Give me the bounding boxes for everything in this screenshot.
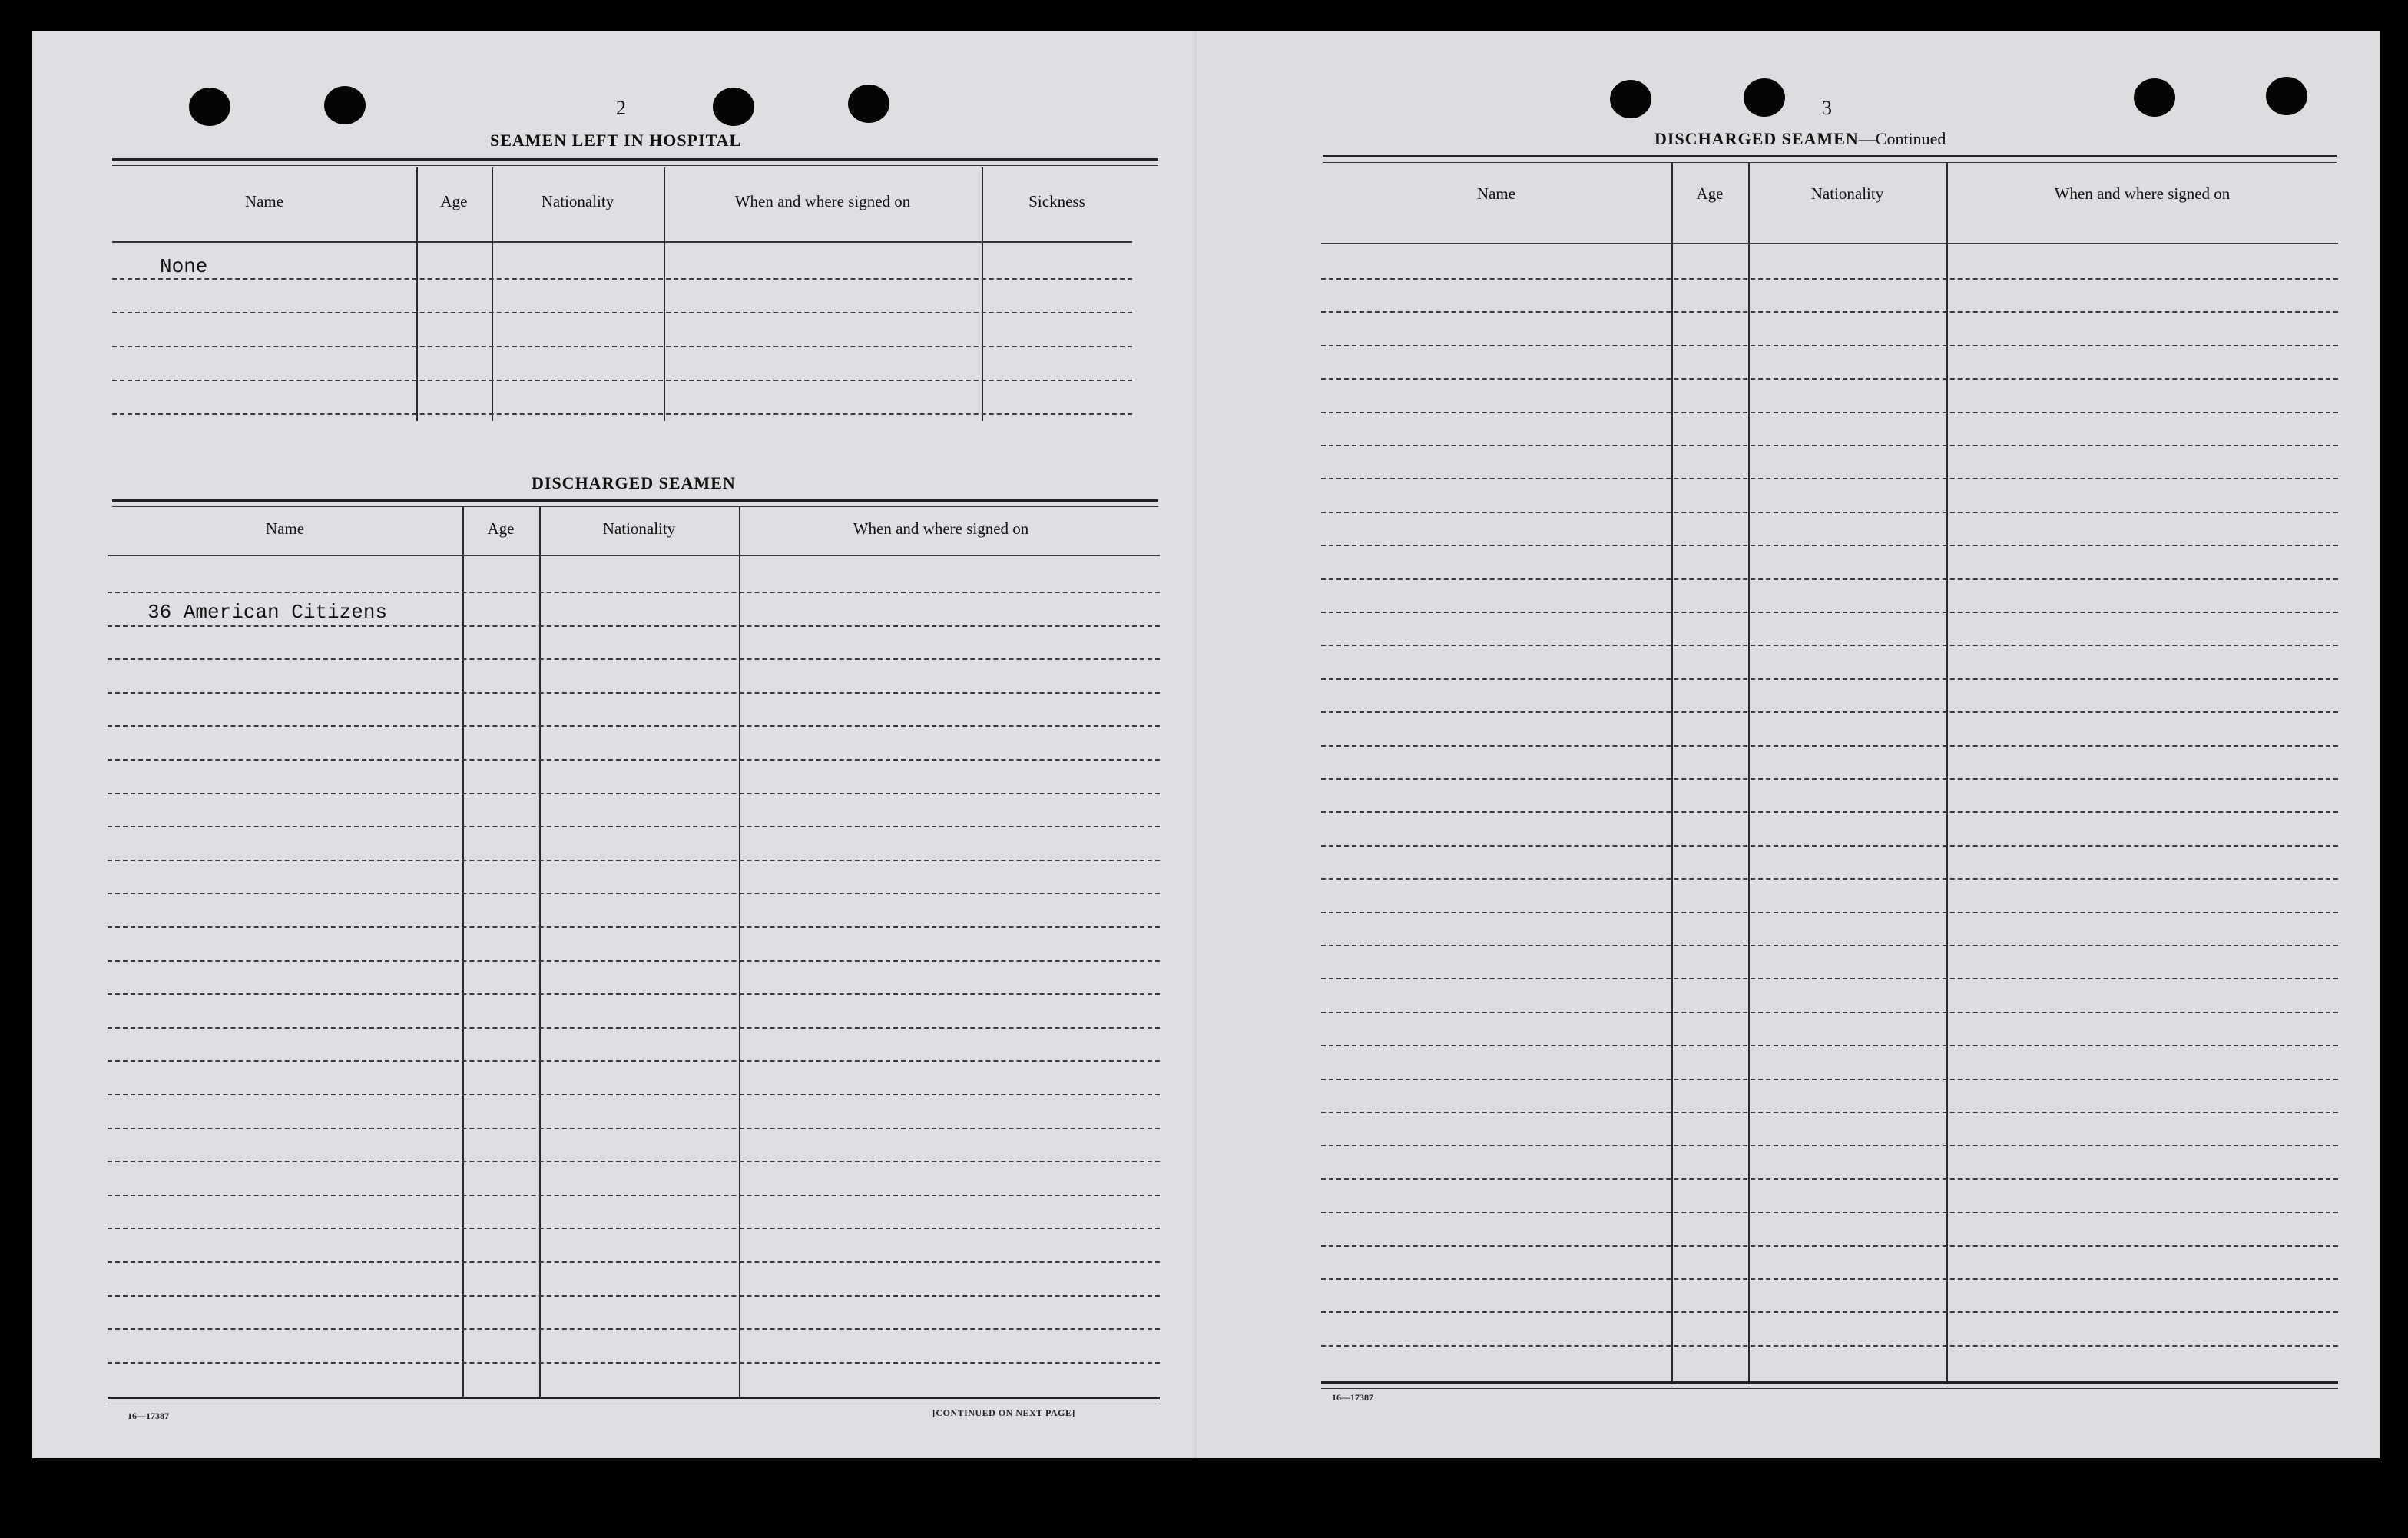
ruled-line [1321, 978, 2338, 979]
col-header-signed-on: When and where signed on [734, 192, 911, 210]
col-header-nationality: Nationality [602, 519, 676, 538]
section-title-suffix: —Continued [1858, 129, 1946, 148]
ruled-line [1321, 1045, 2338, 1046]
ruled-line [1321, 445, 2338, 446]
ruled-line [1321, 845, 2338, 847]
ruled-line [108, 1328, 1160, 1330]
discharged-top-rule [112, 499, 1158, 507]
ruled-line [1321, 645, 2338, 646]
page-number: 3 [1822, 97, 1832, 119]
ruled-line [108, 826, 1160, 827]
ruled-line [108, 793, 1160, 794]
ruled-line [108, 1094, 1160, 1095]
form-code: 16—17387 [1332, 1392, 1373, 1403]
page-left [32, 31, 1197, 1458]
ruled-line [108, 860, 1160, 861]
section-title-text: DISCHARGED SEAMEN [1654, 129, 1859, 148]
ruled-line [1321, 945, 2338, 946]
ruled-line [108, 759, 1160, 761]
header-rule [108, 555, 1160, 556]
col-header-nationality: Nationality [541, 192, 614, 210]
ruled-line [108, 1261, 1160, 1263]
ruled-line [1321, 1311, 2338, 1313]
ruled-line [1321, 578, 2338, 580]
discharged-continued-table [1321, 163, 2338, 1407]
continued-note: [CONTINUED ON NEXT PAGE] [932, 1407, 1075, 1418]
hospital-entry: None [160, 255, 208, 278]
col-header-signed-on: When and where signed on [2054, 184, 2231, 203]
header-rule [112, 241, 1132, 243]
column-divider [462, 507, 464, 1398]
discharged-table [108, 507, 1158, 1406]
form-code: 16—17387 [128, 1410, 169, 1421]
ruled-line [1321, 811, 2338, 813]
col-header-name: Name [244, 192, 284, 210]
ruled-line [108, 960, 1160, 962]
ruled-line [108, 1128, 1160, 1129]
ruled-line [1321, 478, 2338, 479]
ruled-line [1321, 311, 2338, 313]
punch-hole [1744, 78, 1785, 117]
hospital-top-rule [112, 158, 1158, 166]
discharged-section-title: DISCHARGED SEAMEN [532, 473, 736, 492]
ruled-line [1321, 278, 2338, 280]
ruled-line [108, 993, 1160, 995]
ruled-line [108, 1228, 1160, 1229]
ruled-line [108, 926, 1160, 928]
discharged-continued-title [1654, 129, 1946, 149]
page-right [1197, 31, 2380, 1458]
column-divider [539, 507, 541, 1398]
ruled-line [108, 625, 1160, 627]
ruled-line [112, 413, 1132, 415]
ruled-line [1321, 1079, 2338, 1080]
document-scan [32, 31, 2380, 1458]
ruled-line [108, 725, 1160, 727]
col-header-name: Name [265, 519, 305, 538]
punch-hole [324, 86, 366, 124]
ruled-line [1321, 612, 2338, 613]
ruled-line [108, 1027, 1160, 1029]
ruled-line [108, 658, 1160, 660]
column-divider [416, 167, 418, 421]
header-rule [1321, 243, 2338, 244]
ruled-line [112, 278, 1132, 280]
ruled-line [1321, 1345, 2338, 1347]
ruled-line [1321, 545, 2338, 546]
ruled-line [1321, 412, 2338, 413]
column-divider [739, 507, 740, 1398]
ruled-line [1321, 711, 2338, 713]
bottom-rule [1321, 1381, 2338, 1389]
ruled-line [108, 1060, 1160, 1062]
ruled-line [1321, 1145, 2338, 1146]
ruled-line [108, 1295, 1160, 1297]
punch-hole [2134, 78, 2175, 117]
ruled-line [1321, 878, 2338, 880]
ruled-line [108, 1362, 1160, 1364]
ruled-line [1321, 1278, 2338, 1280]
ruled-line [108, 692, 1160, 694]
col-header-age: Age [440, 192, 468, 210]
page-number: 2 [616, 97, 626, 119]
hospital-section-title: SEAMEN LEFT IN HOSPITAL [490, 131, 742, 150]
punch-hole [1610, 80, 1651, 118]
ruled-line [108, 1161, 1160, 1162]
discharged-entry: 36 American Citizens [147, 601, 388, 624]
punch-hole [713, 88, 754, 126]
ruled-line [1321, 745, 2338, 747]
hospital-table [112, 167, 1158, 444]
bottom-rule [108, 1397, 1160, 1404]
discharged-continued-top-rule [1323, 155, 2337, 163]
ruled-line [1321, 912, 2338, 913]
col-header-age: Age [487, 519, 515, 538]
ruled-line [1321, 1245, 2338, 1247]
ruled-line [1321, 378, 2338, 380]
col-header-nationality: Nationality [1810, 184, 1884, 203]
col-header-age: Age [1696, 184, 1724, 203]
ruled-line [1321, 778, 2338, 780]
ruled-line [112, 346, 1132, 347]
ruled-line [1321, 1012, 2338, 1013]
ruled-line [108, 1195, 1160, 1196]
ruled-line [1321, 1112, 2338, 1113]
punch-hole [2266, 77, 2307, 115]
col-header-signed-on: When and where signed on [853, 519, 1029, 538]
ruled-line [1321, 345, 2338, 346]
ruled-line [1321, 1212, 2338, 1213]
ruled-line [108, 592, 1160, 593]
col-header-sickness: Sickness [1028, 192, 1085, 210]
column-divider [664, 167, 665, 421]
punch-hole [848, 85, 889, 123]
col-header-name: Name [1476, 184, 1516, 203]
ruled-line [112, 380, 1132, 381]
ruled-line [1321, 512, 2338, 513]
ruled-line [1321, 678, 2338, 680]
ruled-line [1321, 1178, 2338, 1180]
ruled-line [108, 893, 1160, 894]
ruled-line [112, 312, 1132, 313]
column-divider [492, 167, 493, 421]
column-divider [982, 167, 983, 421]
punch-hole [189, 88, 230, 126]
